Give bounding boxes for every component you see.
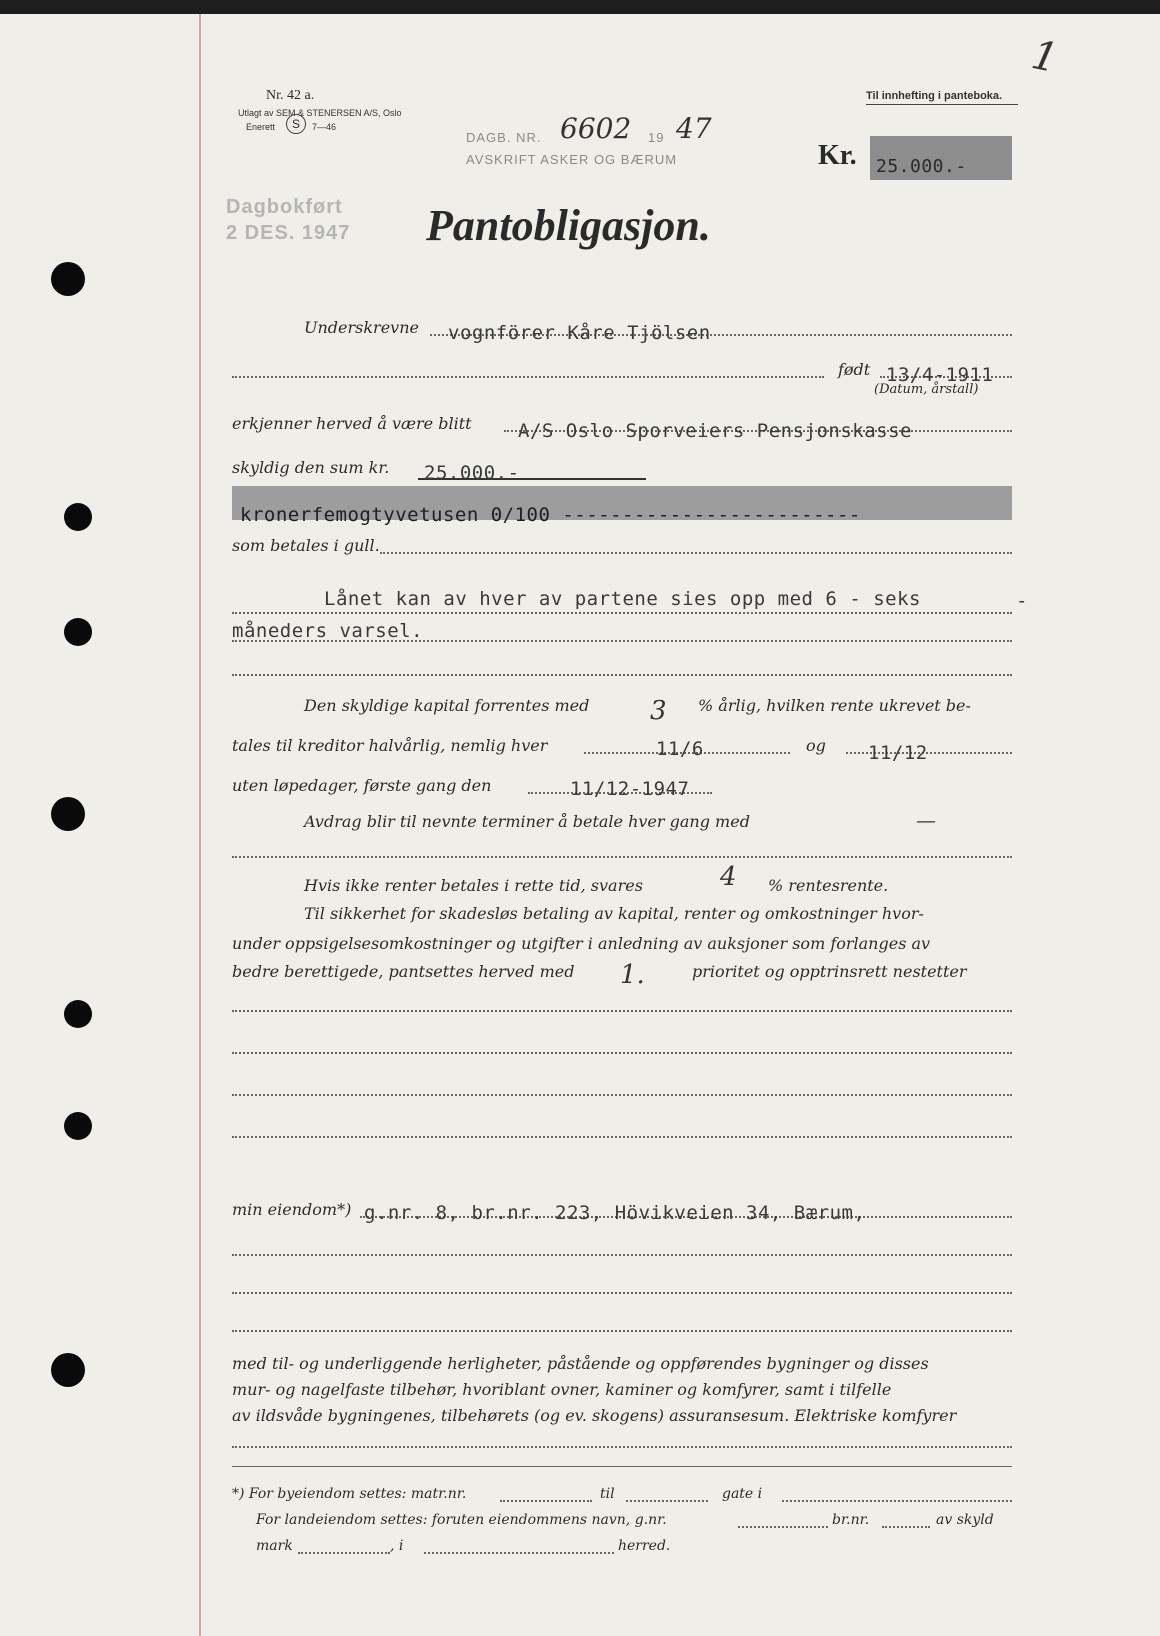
punch-hole (64, 618, 92, 646)
footnote-line-3c: herred. (618, 1538, 671, 1554)
fill-line (782, 1500, 1012, 1502)
fill-line (882, 1526, 930, 1528)
fill-line (232, 1010, 1012, 1012)
closing-line-2: mur- og nagelfaste tilbehør, hvoriblant ovner, kaminer og komfyrer, samt i tilfelle (232, 1380, 892, 1399)
footnote-line-2c: av skyld (936, 1512, 994, 1528)
renter-label-b: % rentesrente. (768, 876, 889, 895)
kr-value: 25.000.- (876, 156, 967, 177)
dagb-year-print: 19 (648, 130, 665, 145)
fill-line (626, 1500, 708, 1502)
fill-line (232, 1136, 1012, 1138)
red-margin-line (199, 14, 201, 1636)
fill-line (232, 640, 1012, 642)
page-number: 1 (1027, 31, 1062, 83)
fill-line (232, 856, 1012, 858)
fill-line (738, 1526, 828, 1528)
fill-line (232, 1254, 1012, 1256)
punch-hole (51, 1353, 85, 1387)
footnote-line-2a: For landeiendom settes: foruten eiendommens navn, g.nr. (256, 1512, 667, 1528)
fodt-label: født (838, 360, 871, 379)
dagb-stamp: DAGB. NR. (466, 130, 542, 145)
lopedager-label: uten løpedager, første gang den (232, 776, 492, 795)
security-line-3b: prioritet og opptrinsrett nestetter (692, 962, 967, 981)
creditor-value: A/S Oslo Sporveiers Pensjonskasse (518, 420, 912, 442)
footnote-line-2b: br.nr. (832, 1512, 870, 1528)
erkjenner-label: erkjenner herved å være blitt (232, 414, 472, 433)
fill-line (380, 552, 1012, 554)
fill-line (232, 1292, 1012, 1294)
renter-label-a: Hvis ikke renter betales i rette tid, svares (304, 876, 643, 895)
tales-label: tales til kreditor halvårlig, nemlig hver (232, 736, 548, 755)
punch-hole (51, 797, 85, 831)
fill-line (232, 1094, 1012, 1096)
fill-line (298, 1552, 390, 1554)
dagbokfort-stamp: Dagbokført (226, 196, 343, 218)
security-line-2: under oppsigelsesomkostninger og utgifter i anledning av auksjoner som forlanges av (232, 934, 931, 953)
dagb-number: 6602 (560, 112, 632, 145)
interest-label-b: % årlig, hvilken rente ukrevet be- (698, 696, 971, 715)
fill-line (424, 1552, 614, 1554)
eiendom-label: min eiendom*) (232, 1200, 352, 1219)
interest-rate: 3 (650, 696, 667, 726)
footnote-line-3b: , i (390, 1538, 404, 1554)
footnote-line-1c: gate i (722, 1486, 763, 1502)
underskrevne-value: vognförer Kåre Tjölsen (448, 322, 711, 344)
loan-dash: - (1016, 590, 1028, 612)
interest-label-a: Den skyldige kapital forrentes med (304, 696, 590, 715)
punch-hole (64, 503, 92, 531)
loan-line-2: måneders varsel. (232, 620, 424, 642)
top-right-note: Til innhefting i panteboka. (866, 90, 1003, 102)
date-1: 11/6 (656, 738, 704, 760)
skyldig-value: 25.000.- (424, 462, 520, 484)
priority-value: 1. (620, 960, 645, 990)
security-line-3a: bedre berettigede, pantsettes herved med (232, 962, 575, 981)
skyldig-label: skyldig den sum kr. (232, 458, 390, 477)
fill-line (232, 1330, 1012, 1332)
publisher-line: Utlagt av SEM & STENERSEN A/S, Oslo (238, 108, 402, 118)
dagbokfort-date: 2 DES. 1947 (226, 222, 351, 244)
closing-line-1: med til- og underliggende herligheter, påstående og oppførendes bygninger og disses (232, 1354, 929, 1373)
renter-rate: 4 (720, 862, 737, 892)
first-date: 11/12-1947 (570, 778, 690, 800)
fill-line (232, 376, 824, 378)
form-number: Nr. 42 a. (266, 88, 315, 103)
fill-line (232, 674, 1012, 676)
og-label: og (806, 736, 826, 755)
publisher-logo-icon: S (286, 114, 306, 134)
avdrag-value: — (916, 808, 936, 832)
fill-line (500, 1500, 592, 1502)
note-underline (866, 104, 1018, 105)
underskrevne-label: Underskrevne (304, 318, 419, 337)
fill-line (232, 1052, 1012, 1054)
security-line-1: Til sikkerhet for skadesløs betaling av kapital, renter og omkostninger hvor- (304, 904, 924, 923)
datum-note: (Datum, årstall) (874, 382, 979, 397)
kr-label: Kr. (818, 140, 857, 171)
closing-line-3: av ildsvåde bygningenes, tilbehørets (og ev. skogens) assuransesum. Elektriske komfyrer (232, 1406, 957, 1425)
footnote-rule (232, 1466, 1012, 1467)
document-title: Pantobligasjon. (426, 201, 711, 250)
footnote-line-1a: *) For byeiendom settes: matr.nr. (232, 1486, 467, 1502)
avskrift-stamp: AVSKRIFT ASKER OG BÆRUM (466, 152, 678, 167)
punch-hole (64, 1000, 92, 1028)
footnote-line-3a: mark (256, 1538, 293, 1554)
eiendom-value: g.nr. 8, br.nr. 223, Hövikveien 34, Bærum, (364, 1202, 866, 1224)
date-2: 11/12 (868, 742, 928, 764)
fodt-value: 13/4-1911 (886, 364, 994, 386)
dagb-year-hand: 47 (676, 112, 712, 145)
scan-top-border (0, 0, 1160, 14)
kroner-words: kronerfemogtyvetusen 0/100 ------------------------- (240, 504, 861, 526)
fill-line (232, 612, 1012, 614)
avdrag-label: Avdrag blir til nevnte terminer å betale hver gang med (304, 812, 750, 831)
footnote-line-1b: til (600, 1486, 615, 1502)
publisher-date: 7—46 (312, 122, 337, 132)
gull-label: som betales i gull. (232, 536, 380, 555)
punch-hole (64, 1112, 92, 1140)
loan-line-1: Lånet kan av hver av partene sies opp med 6 - seks (324, 588, 921, 610)
punch-hole (51, 262, 85, 296)
publisher-enerett: Enerett (246, 122, 276, 132)
fill-line (232, 1446, 1012, 1448)
